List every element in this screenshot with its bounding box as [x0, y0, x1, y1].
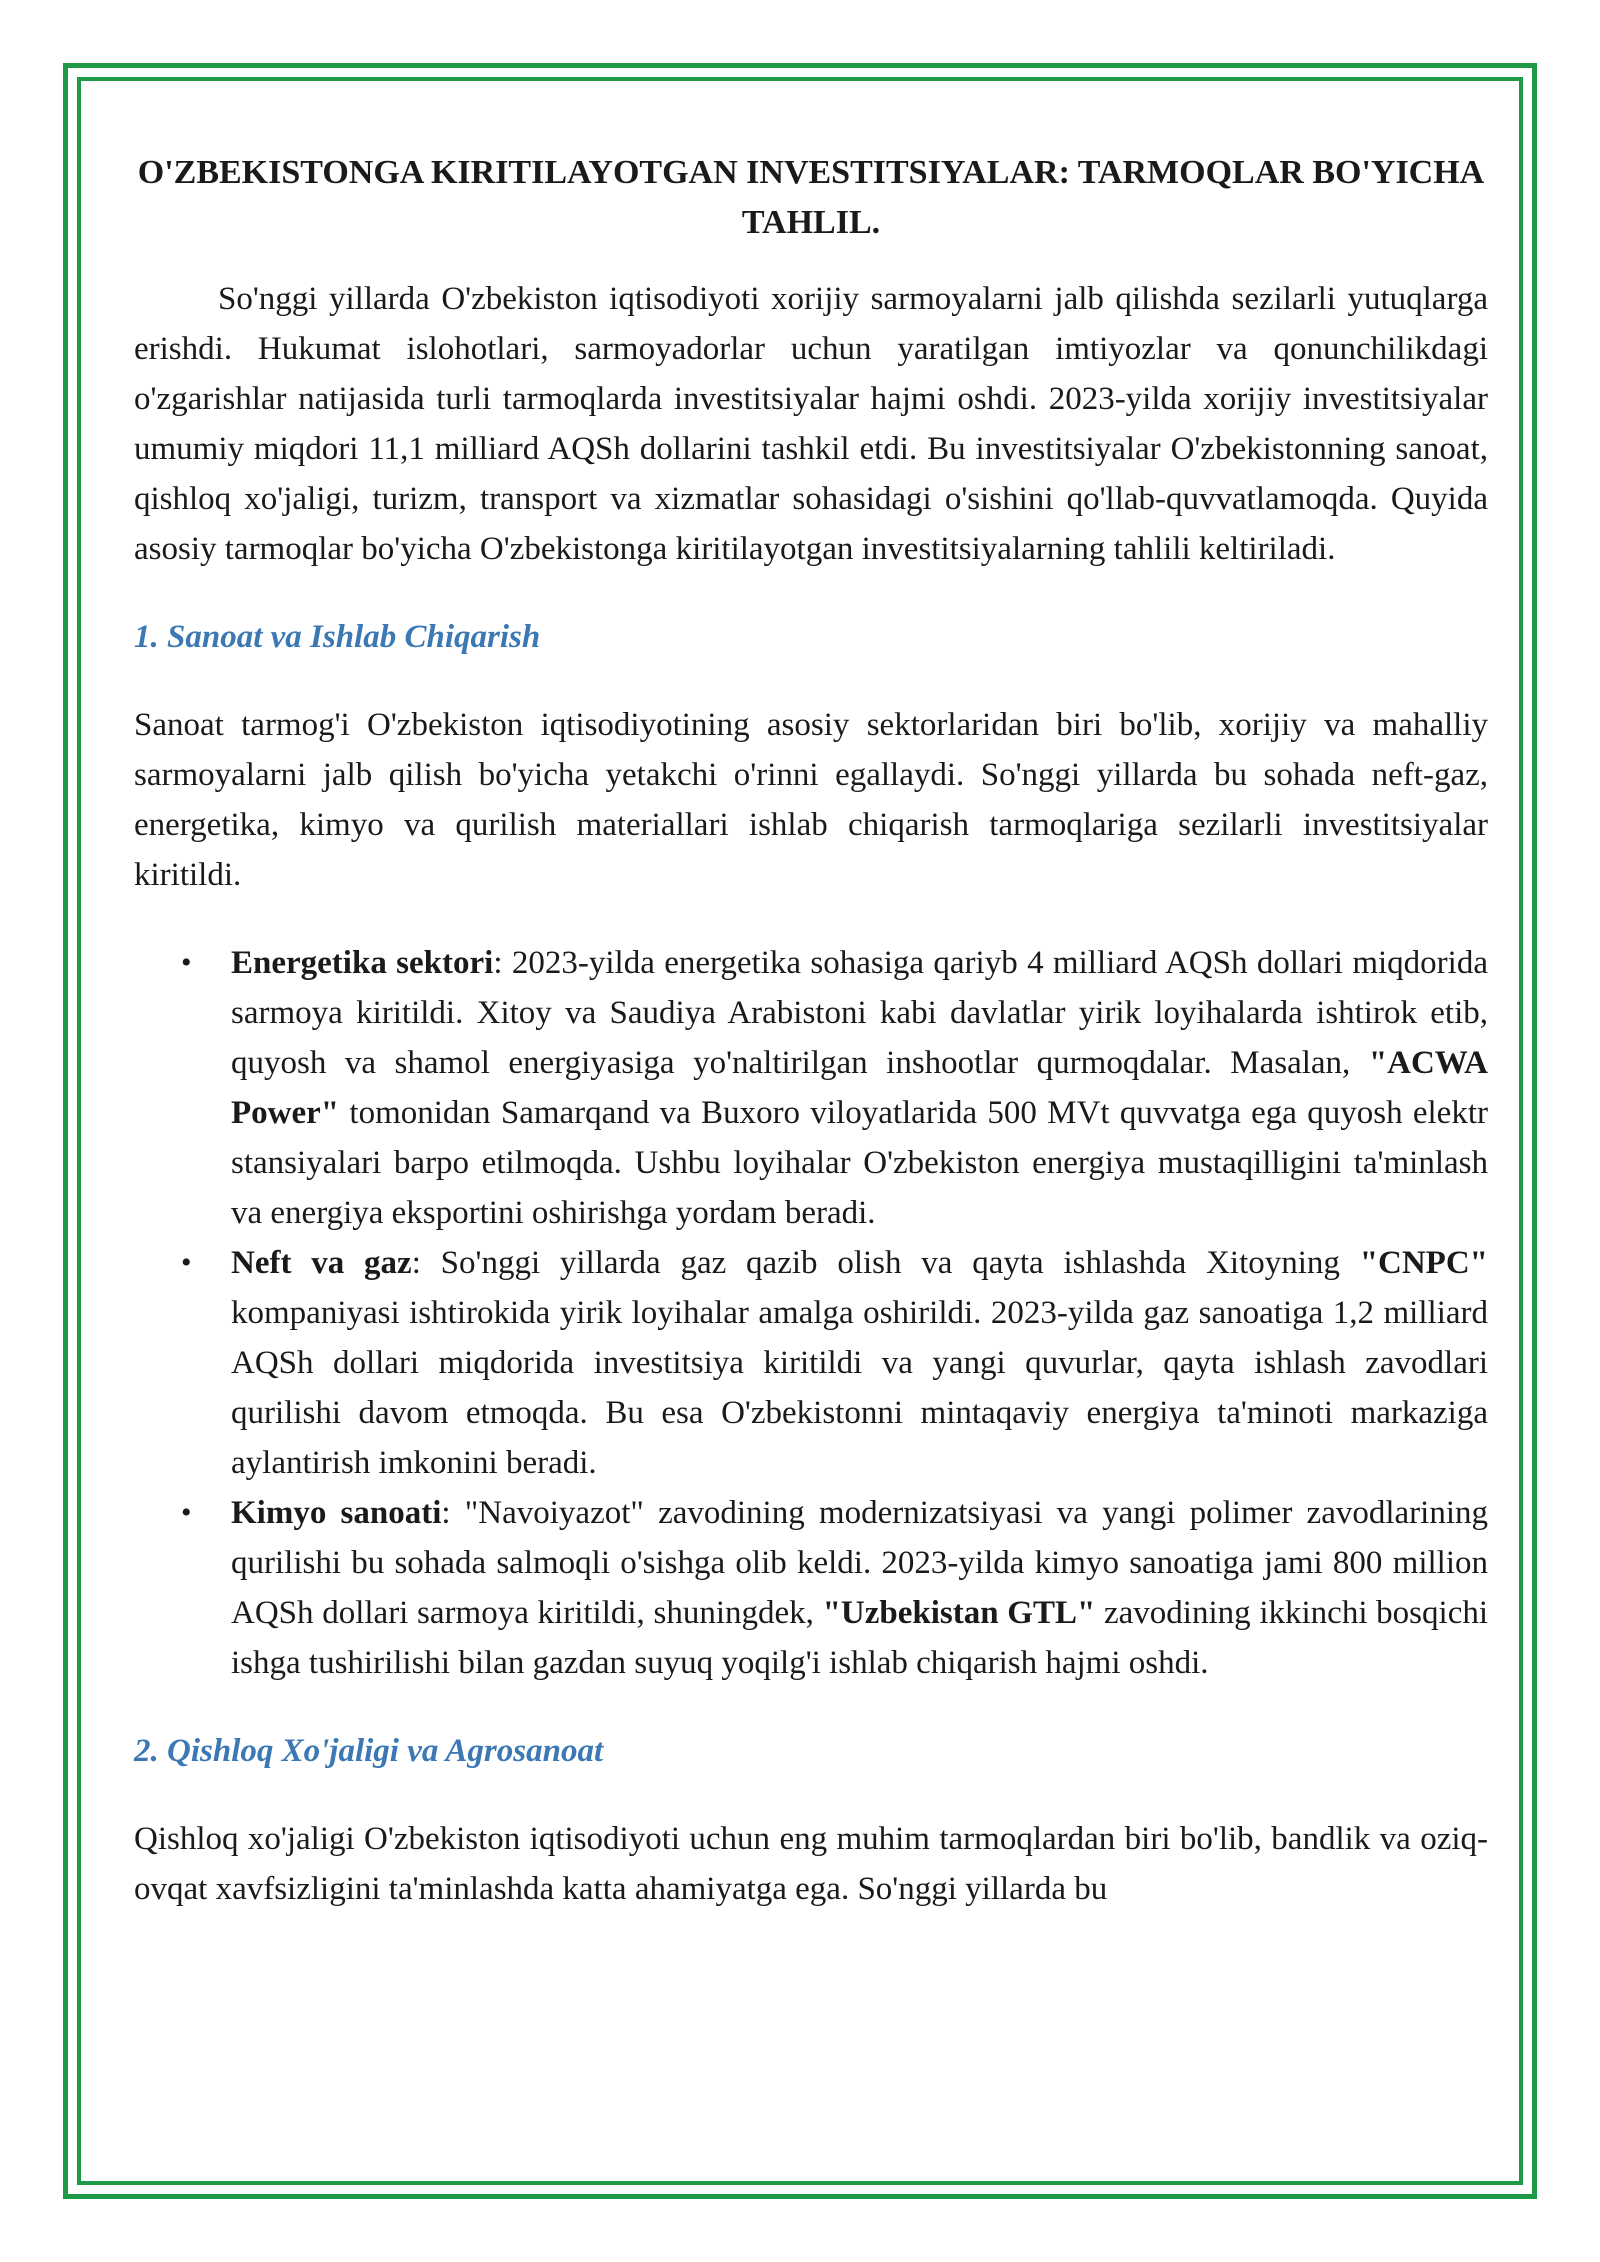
bullet-term: Energetika sektori: [231, 945, 494, 981]
bullet-text: : "Navoiyazot" zavodining modernizatsiyasi va yangi polimer zavodlarining qurilishi bu sohada salmoqli o'sishga olib keldi. 2023-yilda kimyo sanoatiga jami 800 million AQSh dollari sarmoya kiritildi, shuningdek,: [231, 1495, 1488, 1631]
bullet-text: zavodining ikkinchi bosqichi ishga tushirilishi bilan gazdan suyuq yoqilg'i ishlab chiqarish hajmi oshdi.: [231, 1595, 1489, 1681]
bullet-term: Kimyo sanoati: [231, 1495, 442, 1531]
bullet-text: : So'nggi yillarda gaz qazib olish va qayta ishlashda Xitoyning: [411, 1245, 1360, 1281]
list-item-chemical: [181, 1488, 1489, 1688]
document-title: O'ZBEKISTONGA KIRITILAYOTGAN INVESTITSIYALAR: TARMOQLAR BO'YICHA TAHLIL.: [137, 154, 1485, 241]
agriculture-paragraph: Qishloq xo'jaligi O'zbekiston iqtisodiyoti uchun eng muhim tarmoqlardan biri bo'lib, bandlik va oziq-ovqat xavfsizligini ta'minlashda katta ahamiyatga ega. So'nggi yillarda bu: [134, 1821, 1488, 1907]
section-heading-industry: 1. Sanoat va Ishlab Chiqarish: [134, 619, 541, 655]
company-name: "CNPC": [1359, 1245, 1488, 1281]
bullet-text: : 2023-yilda energetika sohasiga qariyb 4 milliard AQSh dollari miqdorida sarmoya kiritildi. Xitoy va Saudiya Arabistoni kabi davlatlar yirik loyihalarda ishtirok etib, quyosh va shamol energiyasiga yo'naltirilgan inshootlar qurmoqdalar. Masalan,: [231, 945, 1488, 1081]
bullet-text: kompaniyasi ishtirokida yirik loyihalar amalga oshirildi. 2023-yilda gaz sanoatiga 1,2 milliard AQSh dollari miqdorida investitsiya kiritildi va yangi quvurlar, qayta ishlash zavodlari qurilishi davom etmoqda. Bu esa O'zbekistonni mintaqaviy energiya ta'minoti markaziga aylantirish imkonini beradi.: [231, 1295, 1488, 1481]
company-name: "Uzbekistan GTL": [822, 1595, 1096, 1631]
bullet-term: Neft va gaz: [231, 1245, 412, 1281]
intro-paragraph: So'nggi yillarda O'zbekiston iqtisodiyoti xorijiy sarmoyalarni jalb qilishda sezilarli yutuqlarga erishdi. Hukumat islohotlari, sarmoyadorlar uchun yaratilgan imtiyozlar va qonunchilikdagi o'zgarishlar natijasida turli tarmoqlarda investitsiyalar hajmi oshdi. 2023-yilda xorijiy investitsiyalar umumiy miqdori 11,1 milliard AQSh dollarini tashkil etdi. Bu investitsiyalar O'zbekistonning sanoat, qishloq xo'jaligi, turizm, transport va xizmatlar sohasidagi o'sishini qo'llab-quvvatlamoqda. Quyida asosiy tarmoqlar bo'yicha O'zbekistonga kiritilayotgan investitsiyalarning tahlili keltiriladi.: [134, 281, 1488, 567]
bullet-text: tomonidan Samarqand va Buxoro viloyatlarida 500 MVt quvvatga ega quyosh elektr stansiyalari barpo etilmoqda. Ushbu loyihalar O'zbekiston energiya mustaqilligini ta'minlash va energiya eksportini oshirishga yordam beradi.: [231, 1095, 1488, 1231]
list-item-energy: [181, 938, 1488, 1238]
company-name: "ACWA Power": [231, 1045, 1488, 1131]
bullet-icon: •: [181, 1496, 192, 1529]
industry-paragraph: Sanoat tarmog'i O'zbekiston iqtisodiyotining asosiy sektorlaridan biri bo'lib, xorijiy va mahalliy sarmoyalarni jalb qilish bo'yicha yetakchi o'rinni egallaydi. So'nggi yillarda bu sohada neft-gaz, energetika, kimyo va qurilish materiallari ishlab chiqarish tarmoqlariga sezilarli investitsiyalar kiritildi.: [134, 707, 1488, 893]
document-body: [134, 148, 1488, 1914]
list-item-oil-gas: [181, 1238, 1488, 1488]
bullet-icon: •: [181, 946, 192, 979]
section-heading-agriculture: 2. Qishloq Xo'jaligi va Agrosanoat: [134, 1733, 604, 1769]
bullet-icon: •: [181, 1246, 192, 1279]
industry-bullet-list: [134, 938, 1488, 1688]
